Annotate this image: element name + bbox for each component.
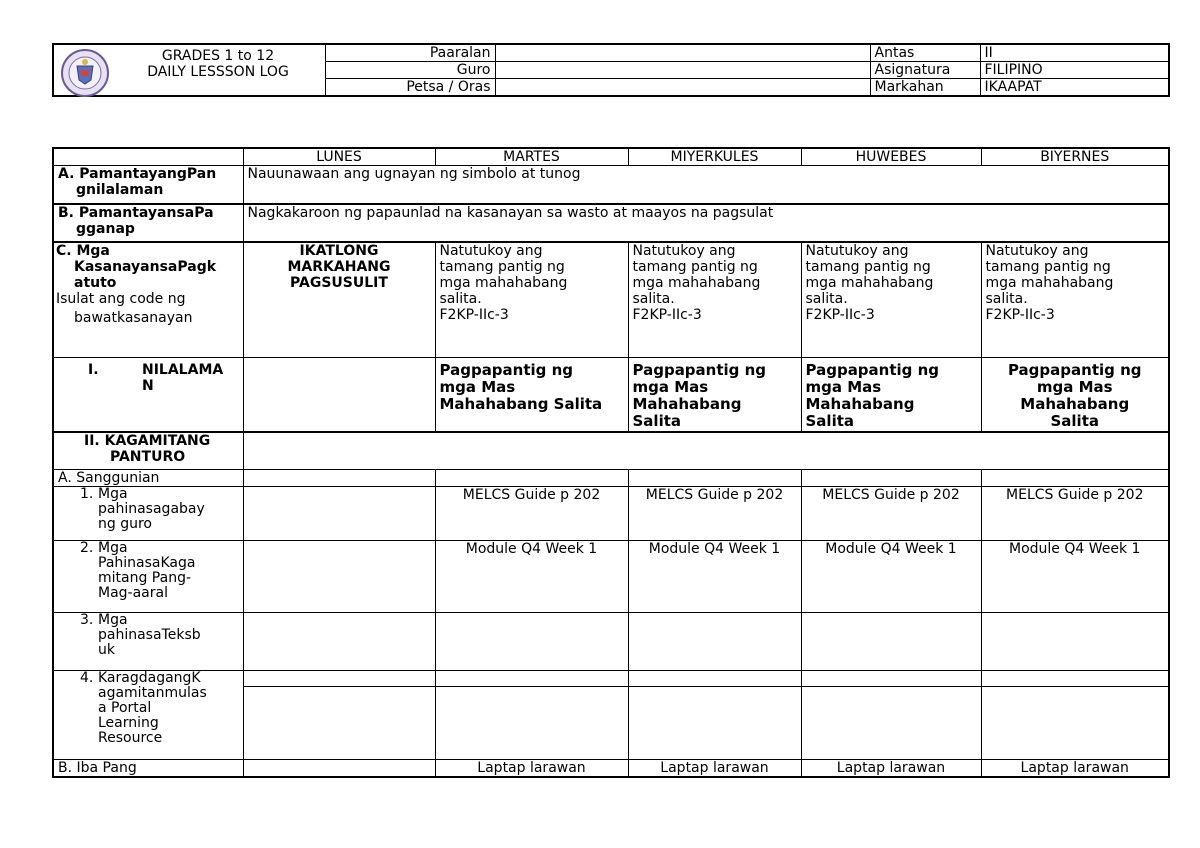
r4-label-line2: agamitanmulas [98,685,207,701]
row-c-label-line3: atuto [74,274,117,291]
r3-martes[interactable] [435,613,628,671]
r3-number: 3. [80,612,94,628]
nilalaman-miyerkules-line4: Salita [632,412,682,430]
r4b-martes[interactable] [435,687,628,760]
row-c-label [53,242,243,358]
row-c-label-line1: C. Mga [56,242,110,259]
c-obj-line2: tamang pantig ng [805,258,931,275]
sanggunian-label: A. Sanggunian [53,470,243,487]
petsa-value[interactable] [495,79,870,97]
nilalaman-huwebes-line1: Pagpapantig ng [805,361,940,379]
asignatura-value[interactable]: FILIPINO [980,62,1169,79]
nilalaman-martes[interactable] [435,358,628,432]
row-kagamitang-panturo [53,432,1169,470]
r2-biyernes[interactable]: Module Q4 Week 1 [981,541,1169,613]
nilalaman-martes-line3: Mahahabang Salita [439,395,603,413]
c-martes-cell [435,242,628,358]
day-header-lunes: LUNES [243,148,435,166]
row-c-label-line5: bawatkasanayan [74,309,193,326]
corner-cell [53,148,243,166]
c-obj-line2: tamang pantig ng [985,258,1111,275]
r1-martes[interactable]: MELCS Guide p 202 [435,487,628,541]
header-title [120,48,316,80]
day-header-martes: MARTES [435,148,628,166]
r4b-miyerkules[interactable] [628,687,801,760]
r4a-miyerkules[interactable] [628,671,801,687]
markahan-label: Markahan [870,79,980,97]
guro-label: Guro [325,62,495,79]
r1-label-line2: pahinasagabay [98,501,205,517]
row-a-value[interactable]: Nauunawaan ang ugnayan ng simbolo at tunog [243,166,1169,204]
deped-seal-logo [60,48,110,98]
day-header-row [53,148,1169,166]
r2-huwebes[interactable]: Module Q4 Week 1 [801,541,981,613]
c-code: F2KP-IIc-3 [439,306,509,323]
row-i-label-line1: NILALAMA [142,362,224,378]
r4b-lunes[interactable] [243,687,435,760]
row-b-label-line2: gganap [76,220,135,237]
row-a-label [53,166,243,204]
markahan-value[interactable]: IKAAPAT [980,79,1169,97]
r3-label-line1: Mga [98,612,128,628]
nilalaman-biyernes-line4: Salita [1050,412,1099,430]
r4-label [53,671,243,760]
r1-lunes[interactable] [243,487,435,541]
c-obj-line4: salita. [439,290,482,307]
r1-number: 1. [80,486,94,502]
r4b-huwebes[interactable] [801,687,981,760]
header-title-cell [53,44,325,96]
c-obj-line4: salita. [805,290,848,307]
nilalaman-biyernes[interactable] [981,358,1169,432]
c-obj-line3: mga mahahabang [632,274,761,291]
row-ii-value[interactable] [243,432,1169,470]
sanggunian-martes[interactable] [435,470,628,487]
paaralan-label: Paaralan [325,44,495,62]
c-lunes-cell [243,242,435,358]
day-header-huwebes: HUWEBES [801,148,981,166]
b2-martes[interactable]: Laptap larawan [435,760,628,778]
r4b-biyernes[interactable] [981,687,1169,760]
nilalaman-huwebes-line3: Mahahabang [805,395,915,413]
b2-miyerkules[interactable]: Laptap larawan [628,760,801,778]
r1-miyerkules[interactable]: MELCS Guide p 202 [628,487,801,541]
day-header-miyerkules: MIYERKULES [628,148,801,166]
nilalaman-huwebes[interactable] [801,358,981,432]
b2-label: B. Iba Pang [53,760,243,778]
c-lunes-line2: MARKAHANG [287,258,391,275]
r2-label-line2: PahinasaKaga [98,555,196,571]
row-kagamitang-mag-aaral [53,541,1169,613]
sanggunian-huwebes[interactable] [801,470,981,487]
row-i-label [53,358,243,432]
c-obj-line4: salita. [632,290,675,307]
row-gabay-guro [53,487,1169,541]
asignatura-label: Asignatura [870,62,980,79]
r2-label [53,541,243,613]
c-obj-line3: mga mahahabang [805,274,934,291]
nilalaman-huwebes-line4: Salita [805,412,855,430]
r4-number: 4. [80,670,94,686]
b2-huwebes[interactable]: Laptap larawan [801,760,981,778]
row-mga-kasanayan [53,242,1169,358]
r4-label-line3: a Portal [98,700,152,716]
row-pamantayang-pangnilalaman [53,166,1169,204]
c-obj-line1: Natutukoy ang [805,242,909,259]
petsa-label: Petsa / Oras [325,79,495,97]
c-miyerkules-cell [628,242,801,358]
r1-biyernes[interactable]: MELCS Guide p 202 [981,487,1169,541]
r4a-huwebes[interactable] [801,671,981,687]
nilalaman-huwebes-line2: mga Mas [805,378,882,396]
r2-label-line3: mitang Pang- [98,570,192,586]
row-b-label [53,204,243,242]
c-obj-line1: Natutukoy ang [439,242,543,259]
r3-label [53,613,243,671]
row-ii-label-line2: PANTURO [110,448,186,465]
header-title-line1: GRADES 1 to 12 [161,48,275,64]
row-iba-pang [53,760,1169,778]
guro-value[interactable] [495,62,870,79]
c-obj-line3: mga mahahabang [985,274,1114,291]
sanggunian-biyernes[interactable] [981,470,1169,487]
nilalaman-miyerkules-line2: mga Mas [632,378,709,396]
nilalaman-martes-line1: Pagpapantig ng [439,361,574,379]
r4-label-line4: Learning [98,715,159,731]
row-b-value[interactable]: Nagkakaroon ng papaunlad na kasanayan sa wasto at maayos na pagsulat [243,204,1169,242]
antas-label: Antas [870,44,980,62]
header-table [52,43,1170,97]
c-huwebes-cell [801,242,981,358]
c-code: F2KP-IIc-3 [985,306,1055,323]
paaralan-value[interactable] [495,44,870,62]
nilalaman-lunes[interactable] [243,358,435,432]
r2-martes[interactable]: Module Q4 Week 1 [435,541,628,613]
row-nilalaman [53,358,1169,432]
c-obj-line2: tamang pantig ng [632,258,758,275]
b2-lunes[interactable] [243,760,435,778]
row-c-label-line2: KasanayansaPagk [74,258,217,275]
antas-value[interactable]: II [980,44,1169,62]
r1-huwebes[interactable]: MELCS Guide p 202 [801,487,981,541]
r4-label-line5: Resource [98,730,163,746]
c-obj-line2: tamang pantig ng [439,258,565,275]
c-obj-line1: Natutukoy ang [985,242,1089,259]
nilalaman-miyerkules-line1: Pagpapantig ng [632,361,767,379]
c-code: F2KP-IIc-3 [805,306,875,323]
c-lunes-line3: PAGSUSULIT [290,274,388,291]
nilalaman-miyerkules-line3: Mahahabang [632,395,742,413]
sanggunian-miyerkules[interactable] [628,470,801,487]
row-a-label-line2: gnilalaman [76,182,164,198]
row-karagdagang-kagamitan [53,671,1169,687]
r1-label-line3: ng guro [98,516,152,532]
row-i-label-line2: N [142,378,154,394]
c-lunes-line1: IKATLONG [299,242,379,259]
nilalaman-biyernes-line3: Mahahabang [1020,395,1130,413]
nilalaman-miyerkules[interactable] [628,358,801,432]
r3-lunes[interactable] [243,613,435,671]
r4a-lunes[interactable] [243,671,435,687]
r2-label-line1: Mga [98,540,128,556]
r3-huwebes[interactable] [801,613,981,671]
r2-lunes[interactable] [243,541,435,613]
r3-miyerkules[interactable] [628,613,801,671]
r1-label-line1: Mga [98,486,128,502]
c-code: F2KP-IIc-3 [632,306,702,323]
c-obj-line1: Natutukoy ang [632,242,736,259]
b2-biyernes[interactable]: Laptap larawan [981,760,1169,778]
row-b-label-line1: B. PamantayansaPa [58,204,214,221]
r4-label-line1: KaragdagangK [98,670,201,686]
r1-label [53,487,243,541]
row-ii-label-line1: II. KAGAMITANG [84,432,211,449]
row-teksbuk [53,613,1169,671]
c-obj-line4: salita. [985,290,1028,307]
row-sanggunian [53,470,1169,487]
nilalaman-biyernes-line2: mga Mas [1036,378,1113,396]
row-i-number: I. [88,362,99,378]
r2-miyerkules[interactable]: Module Q4 Week 1 [628,541,801,613]
r2-number: 2. [80,540,94,556]
nilalaman-biyernes-line1: Pagpapantig ng [1007,361,1142,379]
r4a-biyernes[interactable] [981,671,1169,687]
r2-label-line4: Mag-aaral [98,585,168,601]
day-header-biyernes: BIYERNES [981,148,1169,166]
sanggunian-lunes[interactable] [243,470,435,487]
header-title-line2: DAILY LESSSON LOG [147,64,289,80]
row-ii-label [53,432,243,470]
nilalaman-martes-line2: mga Mas [439,378,516,396]
row-c-label-line4: Isulat ang code ng [56,290,186,307]
r3-label-line2: pahinasaTeksb [98,627,201,643]
c-biyernes-cell [981,242,1169,358]
lesson-log-table [52,147,1170,778]
r4a-martes[interactable] [435,671,628,687]
r3-label-line3: uk [98,642,115,658]
c-obj-line3: mga mahahabang [439,274,568,291]
row-a-label-line1: A. PamantayangPan [58,166,217,182]
r3-biyernes[interactable] [981,613,1169,671]
row-pamantayan-sa-pagganap [53,204,1169,242]
